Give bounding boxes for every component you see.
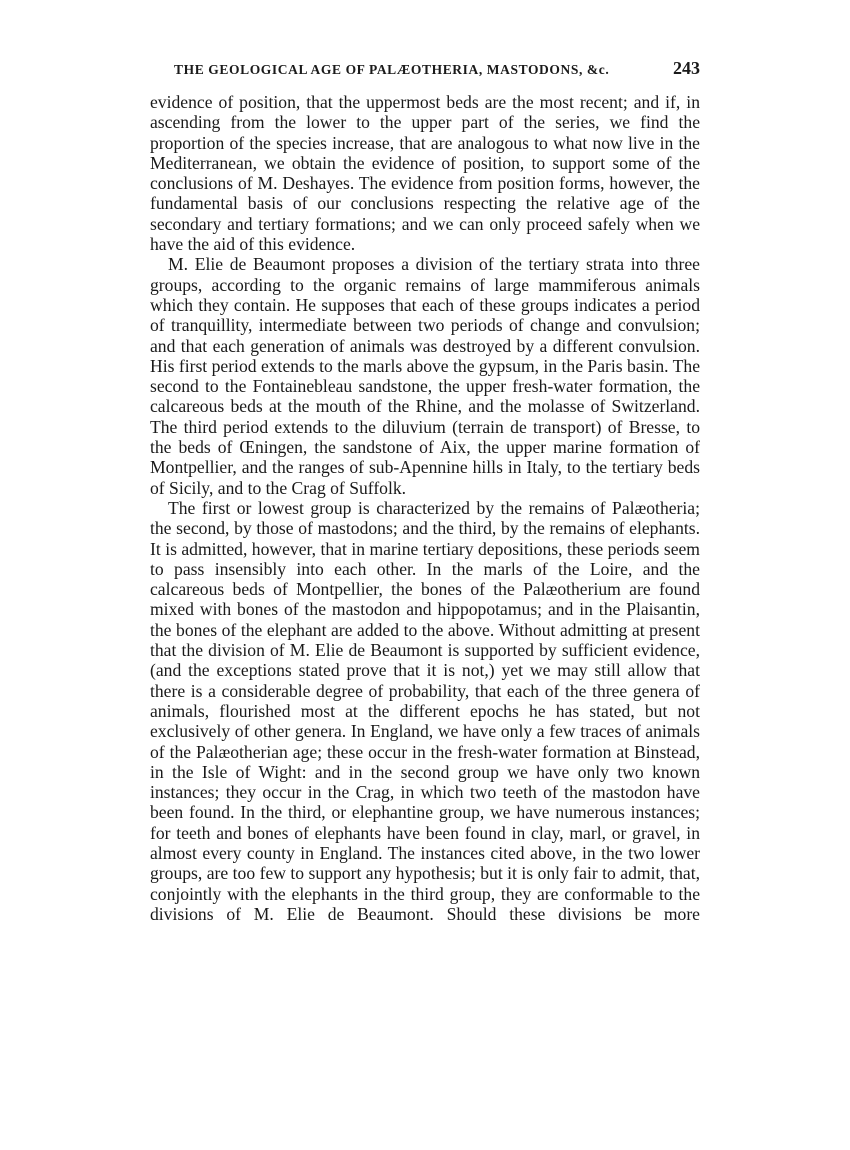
page-number: 243	[673, 58, 700, 78]
running-head	[150, 58, 700, 84]
book-page	[150, 58, 700, 924]
paragraph: M. Elie de Beaumont proposes a division of the tertiary strata into three groups, according to the organic remains of large mammiferous animals which they contain. He supposes that each of these groups indicates a period of tranquillity, intermediate between two periods of change and convulsion; and that each generation of animals was destroyed by a different convulsion. His first period extends to the marls above the gypsum, in the Paris basin. The second to the Fontainebleau sandstone, the upper fresh-water formation, the calcareous beds at the mouth of the Rhine, and the molasse of Switzerland. The third period extends to the diluvium (terrain de transport) of Bresse, to the beds of Œningen, the sandstone of Aix, the upper marine formation of Montpellier, and the ranges of sub-Apennine hills in Italy, to the tertiary beds of Sicily, and to the Crag of Suffolk.	[150, 254, 700, 498]
running-title: THE GEOLOGICAL AGE OF PALÆOTHERIA, MASTODONS, &c.	[174, 62, 610, 77]
body-text	[150, 92, 700, 924]
paragraph: evidence of position, that the uppermost beds are the most recent; and if, in ascending from the lower to the upper part of the series, we find the proportion of the species increase, that are analogous to what now live in the Mediterranean, we obtain the evidence of position, to support some of the conclusions of M. Deshayes. The evidence from position forms, however, the fundamental basis of our conclusions respecting the relative age of the secondary and tertiary formations; and we can only proceed safely when we have the aid of this evidence.	[150, 92, 700, 255]
paragraph: The first or lowest group is characterized by the remains of Palæotheria; the second, by those of mastodons; and the third, by the remains of elephants. It is admitted, however, that in marine tertiary depositions, these periods seem to pass insensibly into each other. In the marls of the Loire, and the calcareous beds of Montpellier, the bones of the Palæotherium are found mixed with bones of the mastodon and hippopotamus; and in the Plaisantin, the bones of the elephant are added to the above. Without admitting at present that the division of M. Elie de Beaumont is supported by sufficient evidence, (and the exceptions stated prove that it is not,) yet we may still allow that there is a considerable degree of probability, that each of the three genera of animals, flourished most at the different epochs he has stated, but not exclusively of other genera. In England, we have only a few traces of animals of the Palæotherian age; these occur in the fresh-water formation at Binstead, in the Isle of Wight: and in the second group we have only two known instances; they occur in the Crag, in which two teeth of the mastodon have been found. In the third, or elephantine group, we have numerous instances; for teeth and bones of elephants have been found in clay, marl, or gravel, in almost every county in England. The instances cited above, in the two lower groups, are too few to support any hypothesis; but it is only fair to admit, that, conjointly with the elephants in the third group, they are conformable to the divisions of M. Elie de Beaumont. Should these divisions be more	[150, 497, 700, 924]
